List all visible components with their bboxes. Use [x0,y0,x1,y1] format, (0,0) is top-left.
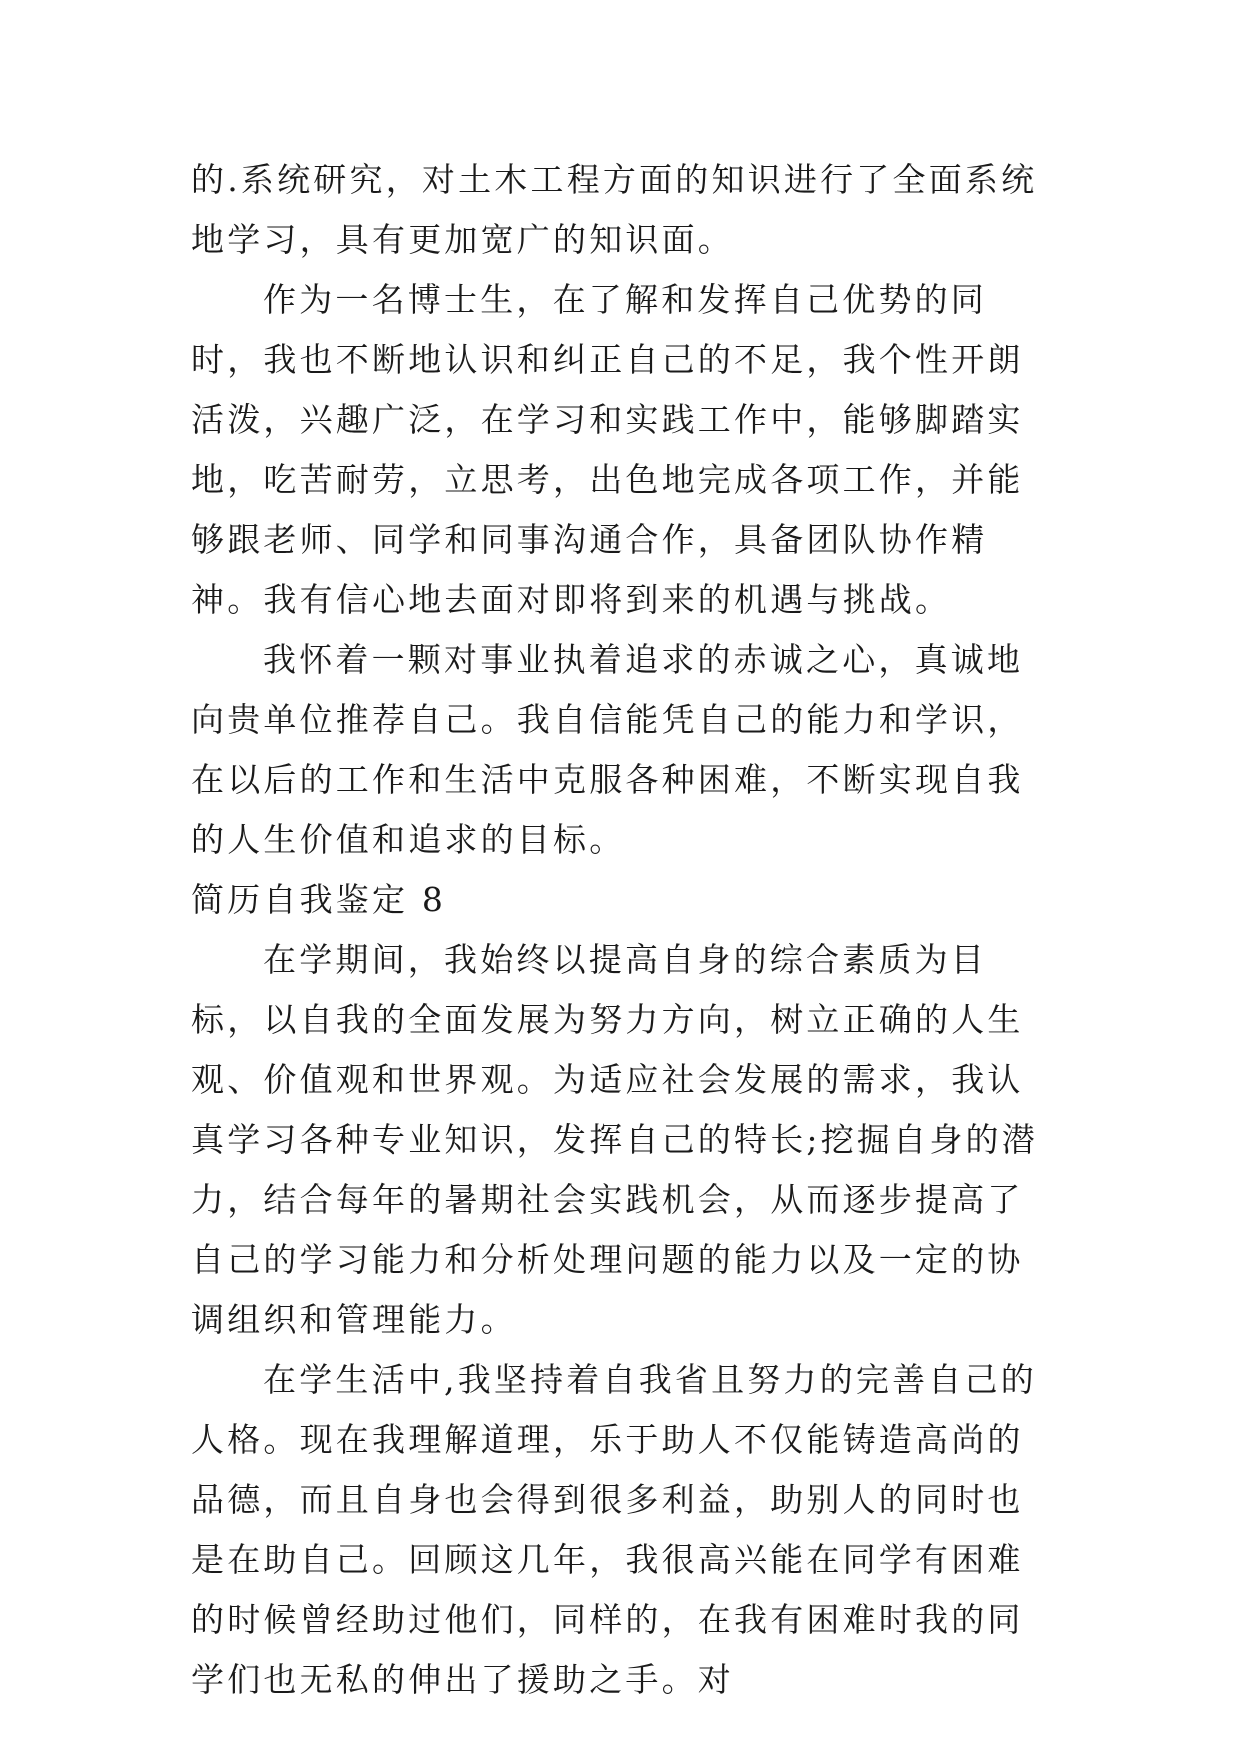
paragraph: 在学期间，我始终以提高自身的综合素质为目标，以自我的全面发展为努力方向，树立正确的人生观、价值观和世界观。为适应社会发展的需求，我认真学习各种专业知识，发挥自己的特长;挖掘自身的潜力，结合每年的暑期社会实践机会，从而逐步提高了自己的学习能力和分析处理问题的能力以及一定的协调组织和管理能力。 [191,940,1038,1339]
paragraph: 作为一名博士生，在了解和发挥自己优势的同时，我也不断地认识和纠正自己的不足，我个性开朗活泼，兴趣广泛，在学习和实践工作中，能够脚踏实地，吃苦耐劳，立思考，出色地完成各项工作，并能够跟老师、同学和同事沟通合作，具备团队协作精神。我有信心地去面对即将到来的机遇与挑战。 [191,280,1024,619]
document-body [191,150,1051,1710]
paragraph: 的.系统研究，对土木工程方面的知识进行了全面系统地学习，具有更加宽广的知识面。 [191,160,1038,259]
paragraph: 在学生活中,我坚持着自我省且努力的完善自己的人格。现在我理解道理，乐于助人不仅能铸造高尚的品德，而且自身也会得到很多利益，助别人的同时也是在助自己。回顾这几年，我很高兴能在同学有困难的时候曾经助过他们，同样的，在我有困难时我的同学们也无私的伸出了援助之手。对 [191,1360,1037,1699]
paragraph: 我怀着一颗对事业执着追求的赤诚之心，真诚地向贵单位推荐自己。我自信能凭自己的能力和学识，在以后的工作和生活中克服各种困难，不断实现自我的人生价值和追求的目标。 [191,640,1024,859]
section-heading: 简历自我鉴定 8 [191,880,447,919]
